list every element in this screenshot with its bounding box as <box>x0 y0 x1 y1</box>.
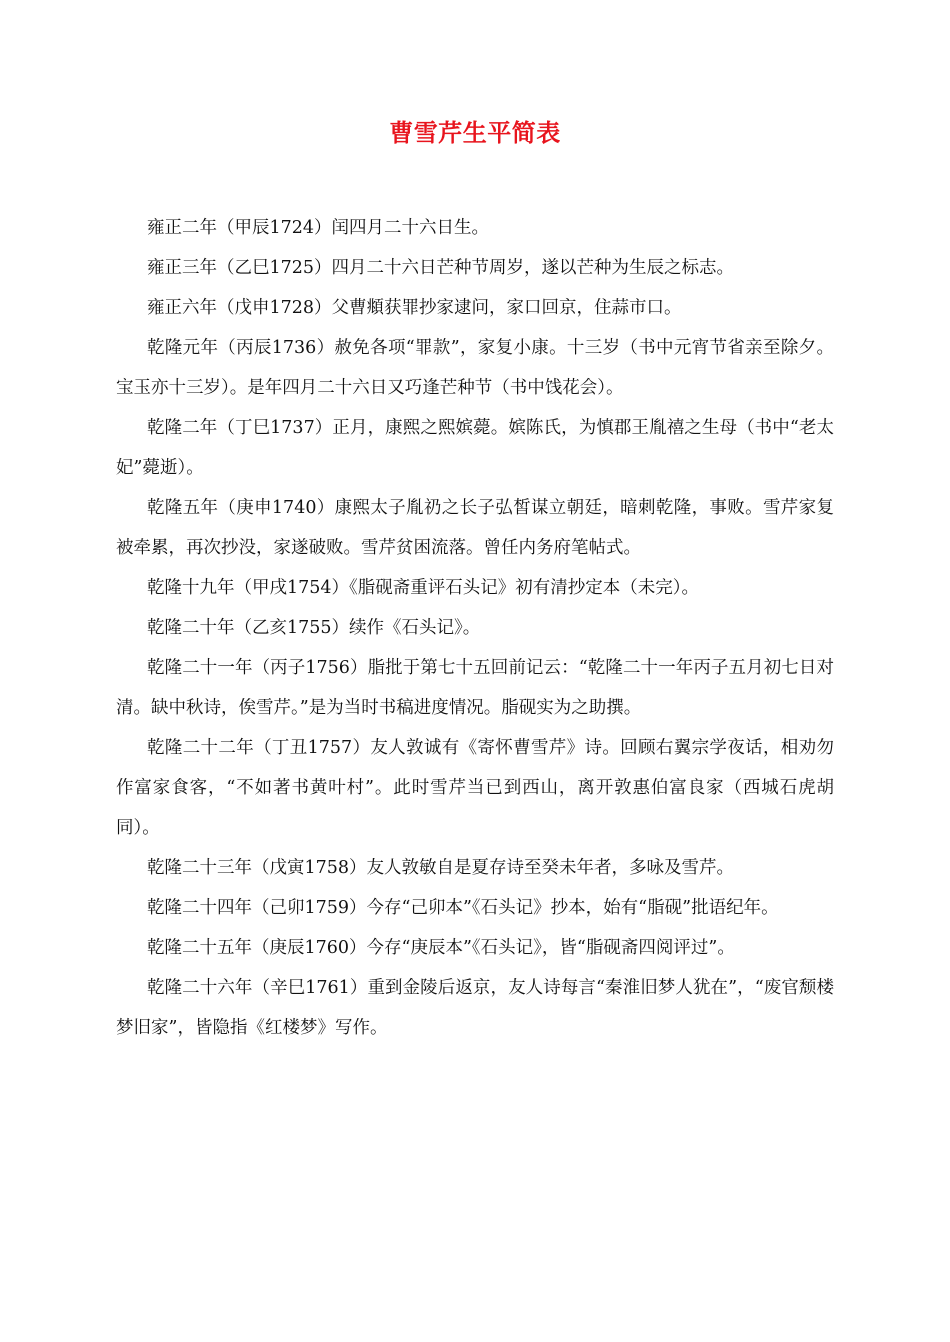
paragraph: 雍正二年（甲辰1724）闰四月二十六日生。 <box>147 218 490 238</box>
paragraph: 乾隆二十二年（丁丑1757）友人敦诚有《寄怀曹雪芹》诗。回顾右翼宗学夜话，相劝勿作富家食客，“不如著书黄叶村”。此时雪芹当已到西山，离开敦惠伯富良家（西城石虎胡同）。 <box>116 738 834 838</box>
paragraph: 乾隆五年（庚申1740）康熙太子胤礽之长子弘皙谋立朝廷，暗刺乾隆，事败。雪芹家复被牵累，再次抄没，家遂破败。雪芹贫困流落。曾任内务府笔帖式。 <box>116 498 834 558</box>
paragraph: 乾隆二十三年（戊寅1758）友人敦敏自是夏存诗至癸未年者，多咏及雪芹。 <box>147 858 735 878</box>
paragraph: 乾隆二年（丁巳1737）正月，康熙之熙嫔薨。嫔陈氏，为慎郡王胤禧之生母（书中“老太妃”薨逝）。 <box>116 418 834 478</box>
paragraph: 乾隆二十年（乙亥1755）续作《石头记》。 <box>147 618 481 638</box>
paragraph: 乾隆二十四年（己卯1759）今存“己卯本”《石头记》抄本，始有“脂砚”批语纪年。 <box>147 898 779 918</box>
paragraph: 雍正三年（乙巳1725）四月二十六日芒种节周岁，遂以芒种为生辰之标志。 <box>147 258 735 278</box>
paragraph: 雍正六年（戊申1728）父曹頫获罪抄家逮问，家口回京，住蒜市口。 <box>147 298 682 318</box>
paragraph: 乾隆元年（丙辰1736）赦免各项“罪款”，家复小康。十三岁（书中元宵节省亲至除夕。宝玉亦十三岁）。是年四月二十六日又巧逢芒种节（书中饯花会）。 <box>116 338 834 398</box>
paragraph: 乾隆十九年（甲戌1754）《脂砚斋重评石头记》初有清抄定本（未完）。 <box>147 578 700 598</box>
paragraph: 乾隆二十六年（辛巳1761）重到金陵后返京，友人诗每言“秦淮旧梦人犹在”，“废官颓楼梦旧家”，皆隐指《红楼梦》写作。 <box>116 978 834 1038</box>
paragraph: 乾隆二十五年（庚辰1760）今存“庚辰本”《石头记》，皆“脂砚斋四阅评过”。 <box>147 938 735 958</box>
document-title: 曹雪芹生平简表 <box>389 118 561 147</box>
paragraph: 乾隆二十一年（丙子1756）脂批于第七十五回前记云：“乾隆二十一年丙子五月初七日对清。缺中秋诗，俟雪芹。”是为当时书稿进度情况。脂砚实为之助撰。 <box>116 658 834 718</box>
document-body <box>116 208 834 1048</box>
